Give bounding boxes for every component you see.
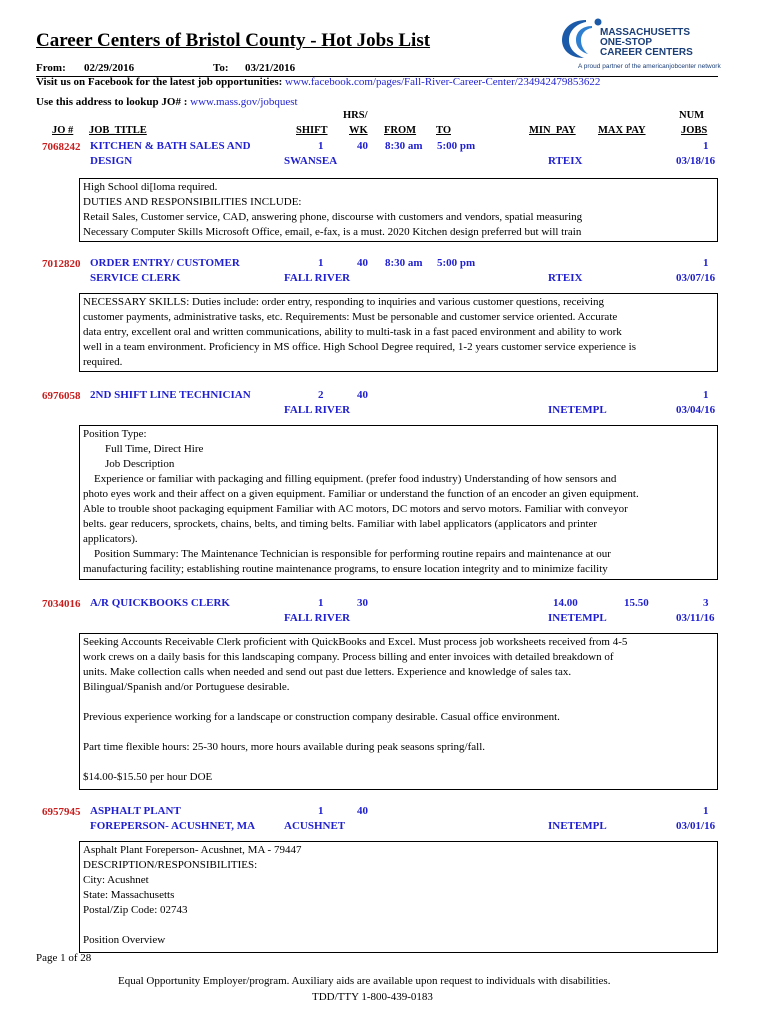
col-jo: JO # [52,125,74,136]
desc-line: Retail Sales, Customer service, CAD, answering phone, discourse with customers and vendors, spatial measuring [83,211,583,223]
to-date: 03/21/2016 [245,62,296,74]
desc-line: DUTIES AND RESPONSIBILITIES INCLUDE: [83,196,302,208]
col-num-jobs: JOBS [681,125,708,136]
desc-line: Postal/Zip Code: 02743 [83,904,188,916]
facebook-link[interactable]: www.facebook.com/pages/Fall-River-Career-Center/234942479853622 [285,76,601,88]
job-num: 1 [703,805,709,817]
col-shift: SHIFT [296,125,328,136]
job-title-line1: ASPHALT PLANT [90,805,181,817]
job-date: 03/07/16 [676,272,716,284]
job-shift: 1 [318,805,324,817]
job-num: 1 [703,140,709,152]
job-source: INETEMPL [548,612,607,624]
desc-line: High School di[loma required. [83,181,218,193]
page-title: Career Centers of Bristol County - Hot Jobs List [36,30,431,51]
col-to: TO [436,125,451,136]
desc-line: Experience or familiar with packaging and filling equipment. (prefer food industry) Understanding of how sensors and [83,473,617,485]
lookup-line [36,96,298,108]
job-description [79,178,718,242]
job-date: 03/18/16 [676,155,716,167]
desc-line: work crews on a daily basis for this landscaping company. Process billing and enter invoices with detailed breakdown of [83,651,614,663]
job-title-line1: A/R QUICKBOOKS CLERK [90,597,230,609]
job-date: 03/11/16 [676,612,715,624]
desc-line: City: Acushnet [83,874,149,886]
job-location: FALL RIVER [284,404,351,416]
desc-line: Full Time, Direct Hire [83,443,204,455]
desc-line: customer payments, administrative tasks, etc. Requirements: Must be personable and customer service oriented. Accurate [83,311,618,323]
job-title-line2: SERVICE CLERK [90,272,181,284]
desc-line: applicators). [83,533,138,545]
desc-line: Position Overview [83,934,166,946]
desc-line [83,755,714,770]
job-description [79,841,718,953]
job-number[interactable]: 7012820 [42,258,81,270]
job-to: 5:00 pm [437,257,476,269]
to-label: To: [213,62,229,74]
desc-line: Necessary Computer Skills Microsoft Office, email, e-fax, is a must. 2020 Kitchen design preferred but will train [83,226,582,238]
job-location: ACUSHNET [284,820,346,832]
logo-text [600,28,693,58]
facebook-line [36,76,600,88]
col-max-pay: MAX PAY [598,125,646,136]
job-date: 03/01/16 [676,820,716,832]
job-shift: 1 [318,257,324,269]
desc-line: DESCRIPTION/RESPONSIBILITIES: [83,859,258,871]
logo-line1: MASSACHUSETTS [600,27,691,38]
job-from: 8:30 am [385,140,423,152]
desc-line: Position Summary: The Maintenance Technician is responsible for performing routine repairs and maintenance at our [83,548,611,560]
job-hours: 40 [357,805,368,817]
desc-line [83,725,714,740]
logo-tagline: A proud partner of the americanjobcenter network [578,63,721,70]
job-description [79,633,718,790]
job-from: 8:30 am [385,257,423,269]
job-number[interactable]: 7034016 [42,598,81,610]
logo-line2: ONE-STOP [600,37,653,48]
job-number[interactable]: 7068242 [42,141,81,153]
desc-line: NECESSARY SKILLS: Duties include: order entry, responding to inquiries and various customer questions, receiving [83,296,604,308]
facebook-text: Visit us on Facebook for the latest job opportunities: [36,76,283,88]
desc-line [83,695,714,710]
job-location: FALL RIVER [284,612,351,624]
tdd-number: TDD/TTY 1-800-439-0183 [312,991,433,1003]
job-title-line1: KITCHEN & BATH SALES AND [90,140,251,152]
desc-line: manufacturing facility; establishing routine maintenance programs, to ensure location integrity and to minimize facility [83,563,608,575]
desc-line: State: Massachusetts [83,889,175,901]
desc-line: Part time flexible hours: 25-30 hours, more hours available during peak seasons spring/fall. [83,741,486,753]
from-date: 02/29/2016 [84,62,135,74]
job-hours: 30 [357,597,368,609]
job-to: 5:00 pm [437,140,476,152]
job-number[interactable]: 6976058 [42,390,81,402]
job-source: INETEMPL [548,404,607,416]
job-date: 03/04/16 [676,404,716,416]
jobquest-link[interactable]: www.mass.gov/jobquest [190,96,298,108]
desc-line: Asphalt Plant Foreperson- Acushnet, MA - 79447 [83,844,302,856]
col-num-top: NUM [679,110,705,121]
desc-line: units. Make collection calls when needed and send out past due letters. Experience and knowledge of sales tax. [83,666,572,678]
eoe-statement: Equal Opportunity Employer/program. Auxiliary aids are available upon request to individuals with disabilities. [118,975,611,987]
job-num: 3 [703,597,709,609]
desc-line: Previous experience working for a landscape or construction company desirable. Casual office environment. [83,711,560,723]
desc-line: belts. gear reducers, sprockets, chains, belts, and timing belts. Familiar with label applicators (applicators and printer [83,518,598,530]
page-number: Page 1 of 28 [36,952,92,964]
desc-line: $14.00-$15.50 per hour DOE [83,771,213,783]
desc-line: Able to trouble shoot packaging equipment Familiar with AC motors, DC motors and servo motors. Familiar with conveyor [83,503,628,515]
job-description [79,425,718,580]
masscareers-logo [558,16,724,74]
job-hours: 40 [357,140,368,152]
job-title-line1: 2ND SHIFT LINE TECHNICIAN [90,389,251,401]
job-hours: 40 [357,257,368,269]
desc-line: well in a team environment. Proficiency in MS office. High School Degree required, 1-2 years customer service experience is [83,341,636,353]
desc-line: photo eyes work and their affect on a given equipment. Familiar or understand the function of an encoder an given equipment. [83,488,639,500]
job-num: 1 [703,389,709,401]
job-title-line2: DESIGN [90,155,133,167]
job-num: 1 [703,257,709,269]
desc-line: data entry, excellent oral and written communications, ability to multi-task in a fast paced environment and ability to work [83,326,622,338]
col-min-pay: MIN_PAY [529,125,576,136]
job-shift: 1 [318,140,324,152]
desc-line [83,918,714,933]
job-description [79,293,718,372]
job-source: RTEIX [548,155,583,167]
col-from: FROM [384,125,417,136]
desc-line: Seeking Accounts Receivable Clerk proficient with QuickBooks and Excel. Must process job worksheets received from 4-5 [83,636,628,648]
job-min-pay: 14.00 [553,597,578,609]
col-job-title: JOB_TITLE [89,125,147,136]
job-shift: 1 [318,597,324,609]
col-hrs-wk: WK [349,125,368,136]
job-location: FALL RIVER [284,272,351,284]
job-shift: 2 [318,389,324,401]
job-title-line2: FOREPERSON- ACUSHNET, MA [90,820,256,832]
job-location: SWANSEA [284,155,338,167]
job-source: INETEMPL [548,820,607,832]
desc-line: Position Type: [83,428,147,440]
desc-line: Bilingual/Spanish and/or Portuguese desirable. [83,681,290,693]
from-label: From: [36,62,66,74]
job-max-pay: 15.50 [624,597,649,609]
lookup-text: Use this address to lookup JO# : [36,96,188,108]
job-title-line1: ORDER ENTRY/ CUSTOMER [90,257,240,269]
logo-line3: CAREER CENTERS [600,47,693,58]
desc-line: Job Description [83,458,175,470]
desc-line: required. [83,356,123,368]
job-number[interactable]: 6957945 [42,806,81,818]
col-hrs-top: HRS/ [343,110,368,121]
job-hours: 40 [357,389,368,401]
job-source: RTEIX [548,272,583,284]
